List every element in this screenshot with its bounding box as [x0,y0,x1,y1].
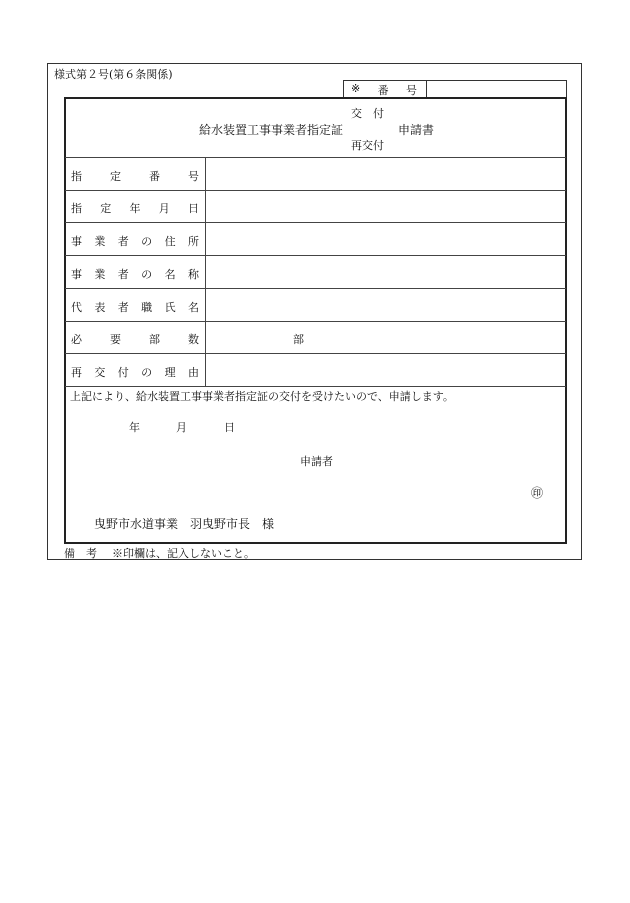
date-year: 年 [129,421,140,434]
title-reissue-option: 再交付 [351,139,384,152]
row-label-designation-number [71,168,199,184]
form-number-label: 様式第２号(第６条関係) [54,68,173,81]
row-label-business-name [71,266,199,282]
row-divider [65,157,566,158]
row-divider [65,353,566,354]
label-char: 称 [187,268,199,281]
copies-unit: 部 [293,333,304,346]
label-char: 業 [94,235,106,248]
label-char: 指 [71,170,82,183]
row-divider [65,190,566,191]
label-char: 要 [110,333,121,346]
label-char: の [141,366,153,379]
label-char: 理 [164,366,176,379]
applicant-label: 申請者 [300,455,333,468]
label-char: の [141,268,153,281]
row-label-business-address [71,233,199,249]
addressee: 曳野市水道事業 羽曳野市長 様 [94,517,275,531]
label-char: 数 [188,333,199,346]
label-char: 年 [129,202,141,215]
label-char: 定 [100,202,112,215]
label-char: 名 [187,301,199,314]
application-statement: 上記により、給水装置工事事業者指定証の交付を受けたいので、申請します。 [70,390,454,403]
row-divider [65,386,566,387]
label-char: 必 [71,333,82,346]
reception-number-divider [426,81,427,97]
label-char: 定 [110,170,121,183]
label-char: 者 [117,301,129,314]
row-divider [65,321,566,322]
reception-number-char: 号 [406,84,417,97]
label-char: 事 [71,268,82,281]
column-divider [205,157,206,386]
remarks-text: ※印欄は、記入しないこと。 [112,547,255,560]
label-char: 所 [187,235,199,248]
date-day: 日 [224,421,235,434]
reception-number-char: ※ [351,82,361,95]
row-label-designation-date [71,200,199,216]
label-char: 付 [117,366,129,379]
row-label-representative [71,299,199,315]
label-char: 部 [149,333,160,346]
label-char: 番 [149,170,160,183]
label-char: 名 [164,268,176,281]
row-label-reissue-reason [71,364,199,380]
row-divider [65,288,566,289]
title-issue-option: 交 付 [351,107,384,120]
label-char: 職 [141,301,153,314]
reception-number-char: 番 [377,84,389,97]
date-month: 月 [176,421,187,434]
label-char: 事 [71,235,82,248]
label-char: 氏 [164,301,176,314]
label-char: の [141,235,153,248]
row-divider [65,222,566,223]
reception-number-box [343,80,567,97]
remarks-label: 備 考 [64,547,97,560]
label-char: 指 [71,202,82,215]
label-char: 者 [117,235,129,248]
label-char: 者 [117,268,129,281]
label-char: 業 [94,268,106,281]
label-char: 日 [188,202,199,215]
reception-number-label [351,82,417,98]
label-char: 再 [71,366,82,379]
seal-mark: ㊞ [531,486,544,500]
label-char: 代 [71,301,82,314]
label-char: 由 [187,366,199,379]
label-char: 住 [164,235,176,248]
label-char: 号 [188,170,199,183]
title-main: 給水装置工事事業者指定証 [199,123,344,137]
row-divider [65,255,566,256]
label-char: 表 [94,301,106,314]
label-char: 交 [94,366,106,379]
label-char: 月 [158,202,170,215]
row-label-copies [71,331,199,347]
title-suffix: 申請書 [398,123,435,137]
